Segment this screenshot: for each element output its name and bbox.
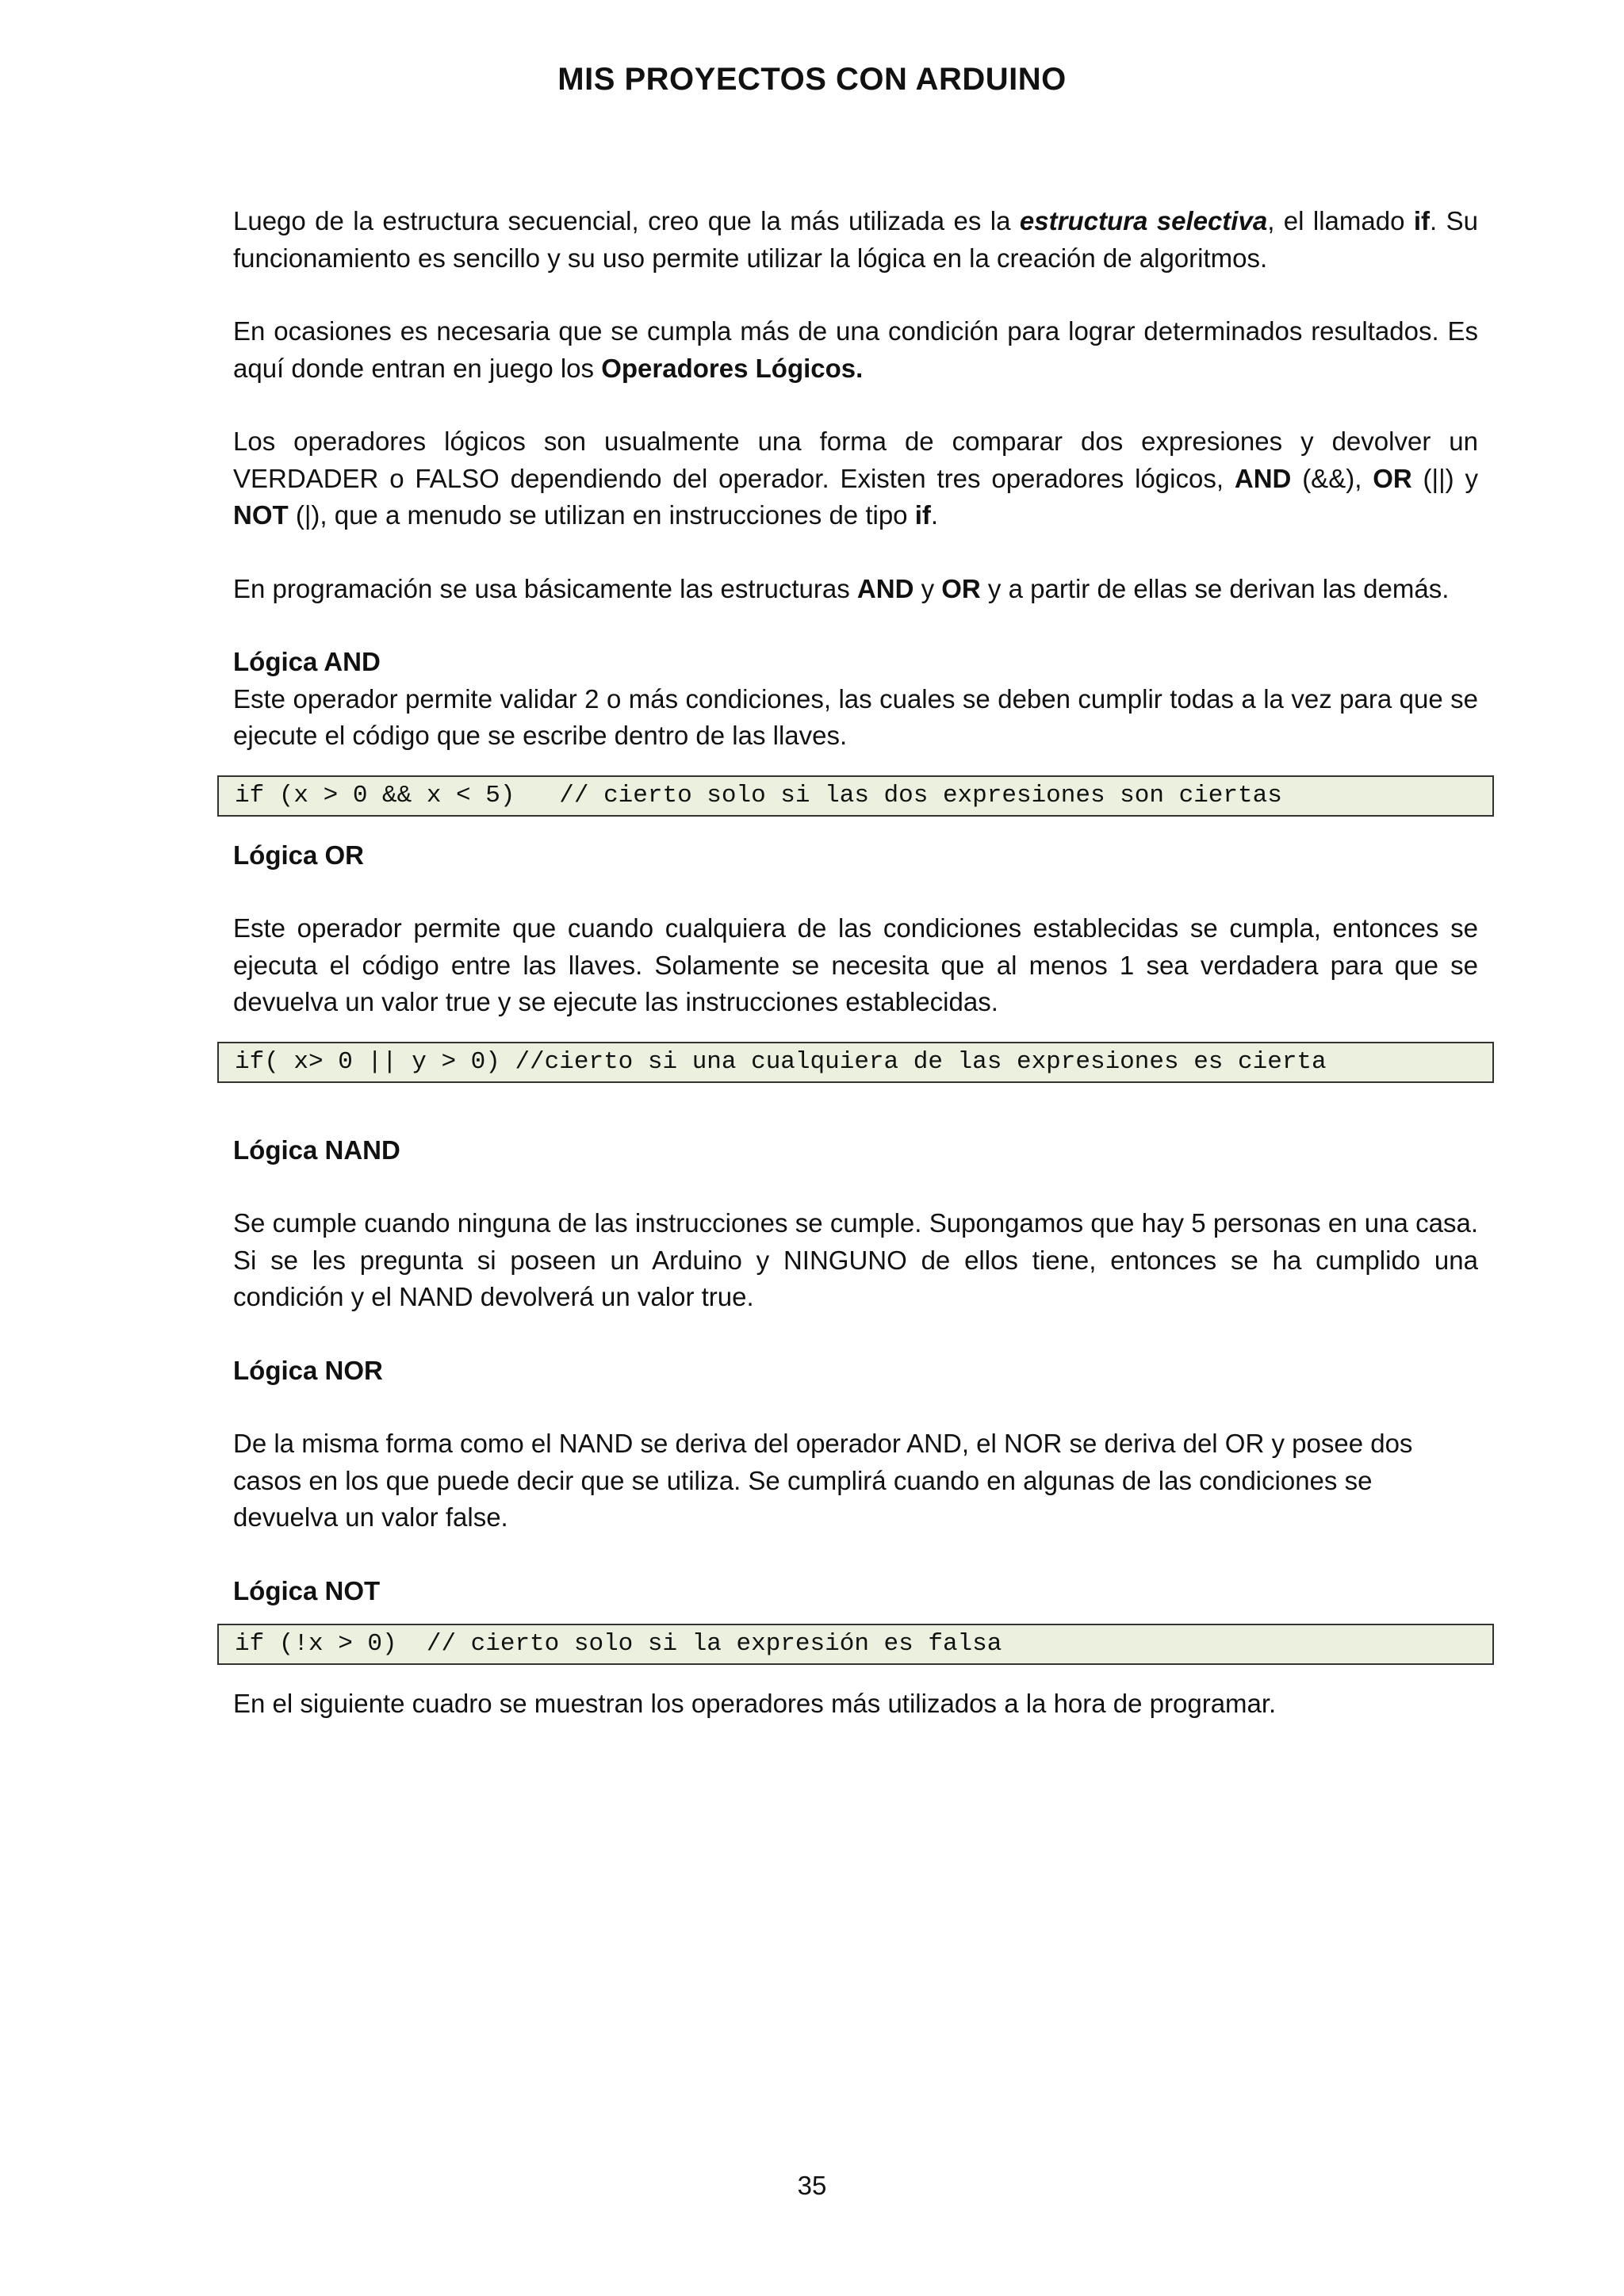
emphasis-estructura-selectiva: estructura selectiva <box>1019 206 1268 235</box>
paragraph-or: Este operador permite que cuando cualquiera de las condiciones establecidas se cumpla, entonces se ejecuta el código entre las llaves. Solamente se necesita que al menos 1 sea verdadera para que se devuelva un valor true y se ejecute las instrucciones establecidas. <box>233 913 1478 1016</box>
code-block-or: if( x> 0 || y > 0) //cierto si una cualquiera de las expresiones es cierta <box>217 1042 1494 1083</box>
text-run: Luego de la estructura secuencial, creo que la más utilizada es la <box>233 206 1020 235</box>
text-run: En ocasiones es necesaria que se cumpla más de una condición para lograr determinados resultados. Es aquí donde entran en juego los <box>233 316 1478 383</box>
text-run: , el llamado <box>1267 206 1414 235</box>
heading-logica-nand: Lógica NAND <box>233 1135 400 1165</box>
paragraph-nand: Se cumple cuando ninguna de las instrucciones se cumple. Supongamos que hay 5 personas en una casa. Si se les pregunta si poseen un Arduino y NINGUNO de ellos tiene, entonces se ha cumplido una condición y el NAND devolverá un valor true. <box>233 1208 1478 1311</box>
text-run: En programación se usa básicamente las estructuras <box>233 573 857 603</box>
heading-logica-and: Lógica AND <box>233 647 381 676</box>
code-block-and: if (x > 0 && x < 5) // cierto solo si las dos expresiones son ciertas <box>217 775 1494 817</box>
text-run: y <box>914 573 942 603</box>
paragraph-nor: De la misma forma como el NAND se deriva del operador AND, el NOR se deriva del OR y posee dos casos en los que puede decir que se utiliza. Se cumplirá cuando en algunas de las condiciones se devuelva un valor false. <box>233 1429 1413 1532</box>
heading-logica-nor: Lógica NOR <box>233 1355 383 1385</box>
paragraph-intro <box>233 203 1478 277</box>
page-number: 35 <box>797 2171 827 2200</box>
keyword-or: OR <box>1373 463 1412 493</box>
code-block-not: if (!x > 0) // cierto solo si la expresión es falsa <box>217 1624 1494 1665</box>
keyword-or: OR <box>941 573 981 603</box>
text-run: . <box>930 500 939 530</box>
text-run: . Su funcionamiento es sencillo y su uso permite utilizar la lógica en la creación de algoritmos. <box>233 206 1478 273</box>
keyword-if: if <box>1413 206 1431 235</box>
text-run: Los operadores lógicos son usualmente una forma de comparar dos expresiones y devolver un VERDADER o FALSO dependiendo del operador. Existen tres operadores lógicos, <box>233 427 1478 493</box>
paragraph-operators <box>233 423 1478 534</box>
text-run: (&&), <box>1291 463 1373 493</box>
heading-logica-not: Lógica NOT <box>233 1575 381 1605</box>
page-header-title: MIS PROYECTOS CON ARDUINO <box>557 62 1067 97</box>
keyword-not: NOT <box>233 500 289 530</box>
page-content <box>233 203 1478 1723</box>
emphasis-operadores-logicos: Operadores Lógicos. <box>601 353 864 383</box>
paragraph-and: Este operador permite validar 2 o más condiciones, las cuales se deben cumplir todas a la vez para que se ejecute el código que se escribe dentro de las llaves. <box>233 683 1478 750</box>
paragraph-closing: En el siguiente cuadro se muestran los operadores más utilizados a la hora de programar. <box>233 1689 1277 1718</box>
text-run: (||) y <box>1411 463 1478 493</box>
keyword-and: AND <box>856 573 914 603</box>
text-run: (|), que a menudo se utilizan en instrucciones de tipo <box>288 500 915 530</box>
paragraph-programming <box>233 571 1478 608</box>
paragraph-conditions <box>233 313 1478 387</box>
heading-logica-or: Lógica OR <box>233 840 365 870</box>
keyword-and: AND <box>1234 463 1292 493</box>
text-run: y a partir de ellas se derivan las demás. <box>980 573 1450 603</box>
keyword-if: if <box>914 500 931 530</box>
